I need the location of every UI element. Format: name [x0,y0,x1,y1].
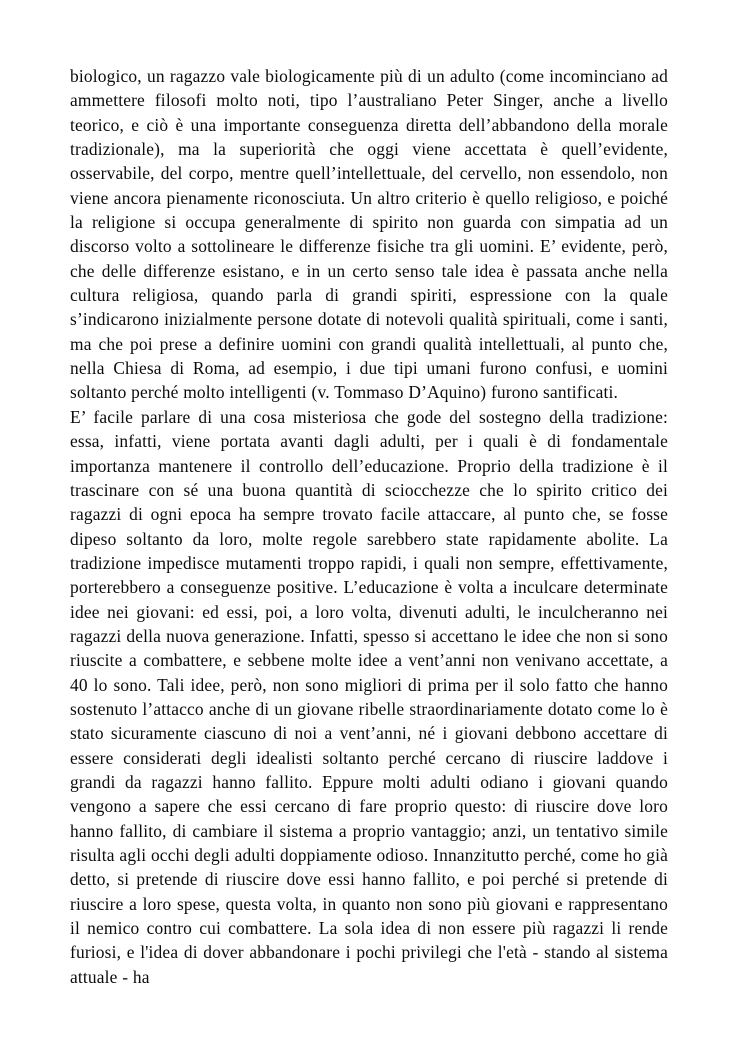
paragraph-2: E’ facile parlare di una cosa misteriosa che gode del sostegno della tradizione: essa, infatti, viene portata avanti dagli adulti, per i quali è di fondamentale importanza mantenere il controllo dell’educazione. Proprio della tradizione è il trascinare con sé una buona quantità di sciocchezze che lo spirito critico dei ragazzi di ogni epoca ha sempre trovato facile attaccare, al punto che, se fosse dipeso soltanto da loro, molte regole sarebbero state rapidamente abolite. La tradizione impedisce mutamenti troppo rapidi, i quali non sempre, effettivamente, porterebbero a conseguenze positive. L’educazione è volta a inculcare determinate idee nei giovani: ed essi, poi, a loro volta, divenuti adulti, le inculcheranno nei ragazzi della nuova generazione. Infatti, spesso si accettano le idee che non si sono riuscite a combattere, e sebbene molte idee a vent’anni non venivano accettate, a 40 lo sono. Tali idee, però, non sono migliori di prima per il solo fatto che hanno sostenuto l’attacco anche di un giovane ribelle straordinariamente dotato come lo è stato sicuramente ciascuno di noi a vent’anni, né i giovani debbono accettare di essere considerati degli idealisti soltanto perché cercano di riuscire laddove i grandi da ragazzi hanno fallito. Eppure molti adulti odiano i giovani quando vengono a sapere che essi cercano di fare proprio questo: di riuscire dove loro hanno fallito, di cambiare il sistema a proprio vantaggio; anzi, un tentativo simile risulta agli occhi degli adulti doppiamente odioso. Innanzitutto perché, come ho già detto, si pretende di riuscire dove essi hanno fallito, e poi perché si pretende di riuscire a loro spese, questa volta, in quanto non sono più giovani e rappresentano il nemico contro cui combattere. La sola idea di non essere più ragazzi li rende furiosi, e l'idea di dover abbandonare i pochi privilegi che l'età - stando al sistema attuale - ha [70,406,668,987]
paragraph-1: biologico, un ragazzo vale biologicamente più di un adulto (come incominciano ad ammettere filosofi molto noti, tipo l’australiano Peter Singer, anche a livello teorico, e ciò è una importante conseguenza diretta dell’abbandono della morale tradizionale), ma la superiorità che oggi viene accettata è quell’evidente, osservabile, del corpo, mentre quell’intellettuale, del cervello, non essendolo, non viene ancora pienamente riconosciuta. Un altro criterio è quello religioso, e poiché la religione si occupa generalmente di spirito non guarda con simpatia ad un discorso volto a sottolineare le differenze fisiche tra gli uomini. E’ evidente, però, che delle differenze esistano, e in un certo senso tale idea è passata anche nella cultura religiosa, quando parla di grandi spiriti, espressione con la quale s’indicarono inizialmente persone dotate di notevoli qualità spirituali, come i santi, ma che poi prese a definire uomini con grandi qualità intellettuali, al punto che, nella Chiesa di Roma, ad esempio, i due tipi umani furono confusi, e uomini soltanto perché molto intelligenti (v. Tommaso D’Aquino) furono santificati. [70,66,668,403]
text-column [70,64,668,989]
